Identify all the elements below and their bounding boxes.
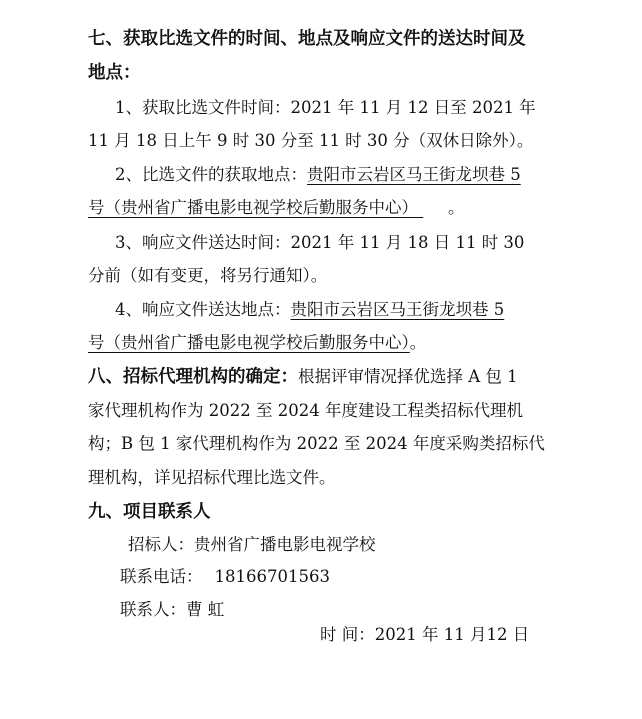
s7-item2-address-part2: 号（贵州省广播电影电视学校后勤服务中心） [88, 198, 418, 217]
section-7-heading-line1: 七、获取比选文件的时间、地点及响应文件的送达时间及 [88, 29, 526, 49]
s7-item2-end: 。 [448, 198, 465, 217]
s7-item4-end: 。 [409, 333, 427, 352]
s7-item3-line2: 分前（如有变更，将另行通知）。 [88, 266, 328, 285]
s7-item3-line1: 3、响应文件送达时间：2021 年 11 月 18 日 11 时 30 [115, 233, 525, 252]
s7-item2-label: 2、比选文件的获取地点： [115, 165, 307, 184]
s7-item1-line2: 11 月 18 日上午 9 时 30 分至 11 时 30 分（双休日除外）。 [88, 131, 534, 150]
contact-person-line: 联系人：曹 虹 [120, 600, 225, 619]
section-7-heading-line2: 地点： [88, 63, 141, 83]
s7-item4-line2 [88, 331, 426, 355]
date-line: 时 间：2021 年 11 月12 日 [320, 625, 530, 644]
section-8-line3: 构；B 包 1 家代理机构作为 2022 至 2024 年度采购类招标代 [88, 434, 545, 453]
s7-item4-line1 [115, 298, 504, 322]
phone-line [120, 565, 330, 589]
s7-item2-line2 [88, 196, 465, 220]
s7-item2-underline-gap [418, 196, 448, 220]
tenderer-line: 招标人：贵州省广播电影电视学校 [128, 535, 376, 554]
section-8-line2: 家代理机构作为 2022 至 2024 年度建设工程类招标代理机 [88, 401, 523, 420]
s7-item4-label: 4、响应文件送达地点： [115, 300, 291, 319]
section-8-line1-text: 根据评审情况择优选择 A 包 1 [298, 367, 518, 386]
s7-item2-line1 [115, 163, 521, 187]
section-8-line1 [88, 365, 518, 389]
section-8-heading: 八、招标代理机构的确定： [88, 367, 298, 387]
s7-item4-address-part2: 号（贵州省广播电影电视学校后勤服务中心） [88, 333, 410, 352]
s7-item1-line1: 1、获取比选文件时间：2021 年 11 月 12 日至 2021 年 [115, 98, 536, 117]
s7-item2-address-part1: 贵阳市云岩区马王街龙坝巷 5 [307, 165, 521, 184]
section-9-heading: 九、项目联系人 [88, 502, 211, 522]
section-8-line4: 理机构，详见招标代理比选文件。 [88, 468, 336, 487]
phone-number: 18166701563 [214, 567, 330, 586]
s7-item4-address-part1: 贵阳市云岩区马王街龙坝巷 5 [290, 300, 505, 319]
phone-label: 联系电话： [120, 567, 203, 586]
